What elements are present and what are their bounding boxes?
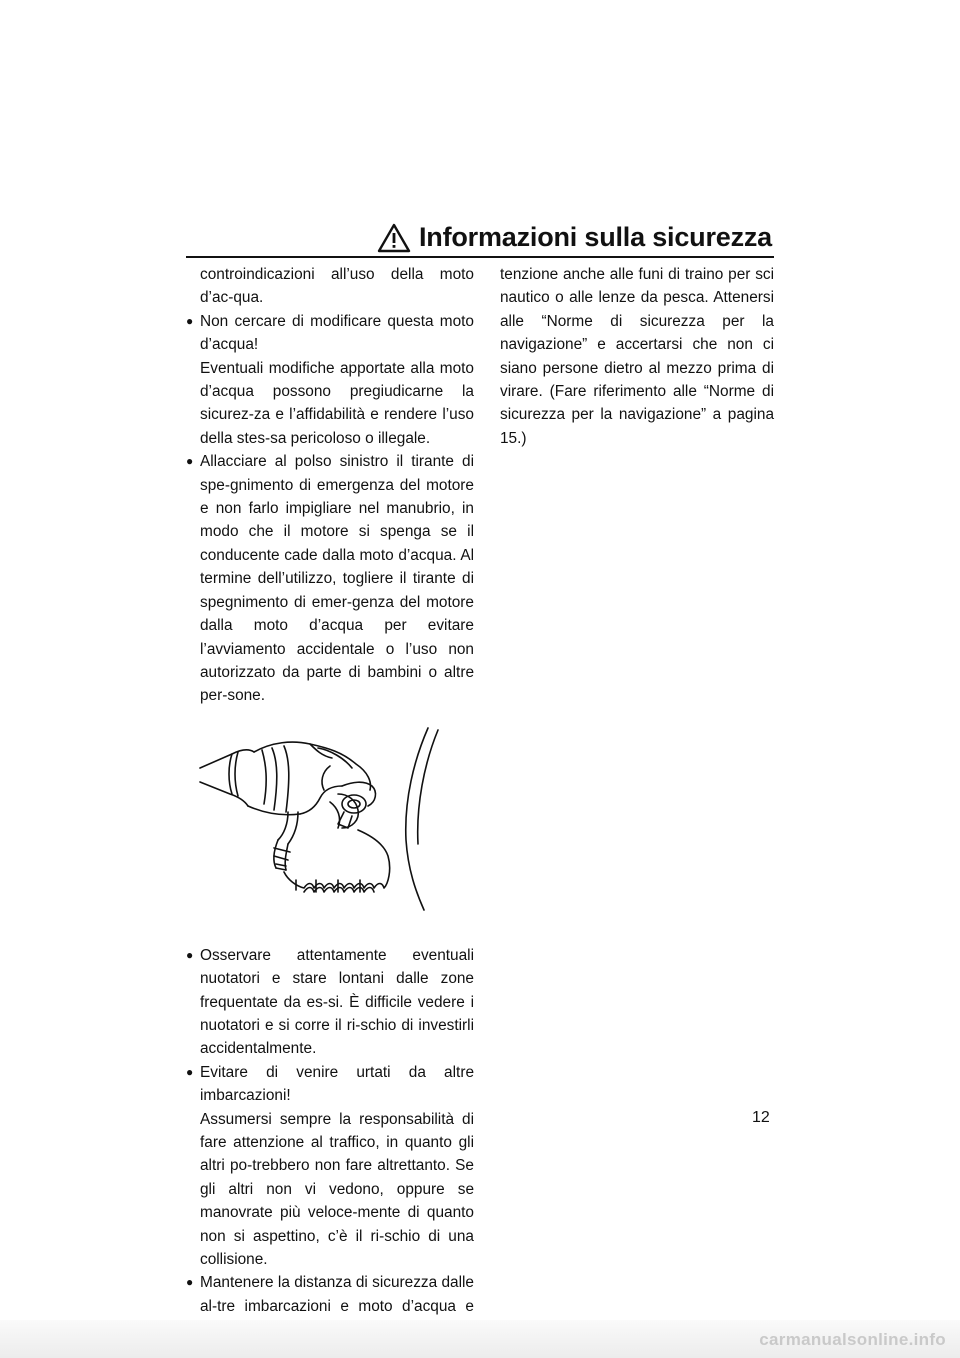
header-title-wrap <box>377 222 772 253</box>
bullet-item-collisions <box>186 1061 474 1272</box>
bullet-item-modifications <box>186 310 474 450</box>
page-title: Informazioni sulla sicurezza <box>419 222 772 252</box>
wrist-lanyard-illustration <box>192 720 474 930</box>
footer-bar <box>0 1320 960 1358</box>
bullet-dot: ● <box>186 947 194 962</box>
bullet-collisions-body: Assumersi sempre la responsabilità di fare attenzione al traffico, in quanto gli altri po-trebbero non fare altrettanto. Se gli altri non vi vedono, oppure se manovrate più veloce-mente di quanto non si aspettino, c’è il ri-schio di una collisione. <box>200 1110 474 1268</box>
wrist-lanyard-figure <box>192 720 474 930</box>
footer-watermark: carmanualsonline.info <box>759 1330 946 1349</box>
page-header <box>186 218 774 258</box>
bullet-collisions-heading: Evitare di venire urtati da altre imbarcazioni! <box>200 1063 474 1105</box>
right-paragraph-continuation: tenzione anche alle funi di traino per sci nautico o alle lenze da pesca. Attenersi alle “Norme di sicurezza per la navigazione” e accertarsi che non ci siano persone dietro al mezzo prima di virare. (Fare riferimento alle “Norme di sicurezza per la navigazione” a pagina 15.) <box>500 266 774 447</box>
bullet-lanyard-text: Allacciare al polso sinistro il tirante di spe-gnimento di emergenza del motore e non farlo impigliare nel manubrio, in modo che il motore si spenga se il conducente cade dalla moto d’acqua. Al termine dell’utilizzo, togliere il tirante di spegnimento di emer-genza del motore dalla moto d’acqua per evitare l’avviamento accidentale o l’uso non autorizzato da parte di bambini o altre per-sone. <box>200 453 474 705</box>
bullet-modifications-body: Eventuali modifiche apportate alla moto d’acqua possono pregiudicarne la sicurez-za e l’affidabilità e rendere l’uso della stes-sa pericoloso o illegale. <box>200 359 474 447</box>
bullet-swimmers-text: Osservare attentamente eventuali nuotatori e stare lontani dalle zone frequentate da es-si. È difficile vedere i nuotatori e si corre il ri-schio di investirli accidentalmente. <box>200 946 474 1058</box>
bullet-dot: ● <box>186 313 194 328</box>
left-column <box>186 263 474 1342</box>
bullet-dot: ● <box>186 454 194 469</box>
bullet-item-swimmers <box>186 944 474 1061</box>
bullet-modifications-heading: Non cercare di modificare questa moto d’acqua! <box>200 312 474 354</box>
right-column <box>500 263 774 450</box>
bullet-dot: ● <box>186 1064 194 1079</box>
warning-triangle-icon <box>377 223 411 253</box>
page-number: 12 <box>752 1109 770 1126</box>
bullet-item-lanyard <box>186 450 474 707</box>
bullet-distance-text: Mantenere la distanza di sicurezza dalle al-tre imbarcazioni e moto d’acqua e <box>200 1274 474 1315</box>
bullet-dot: ● <box>186 1275 194 1290</box>
left-paragraph-continuation: controindicazioni all’uso della moto d’ac-qua. <box>200 266 474 307</box>
